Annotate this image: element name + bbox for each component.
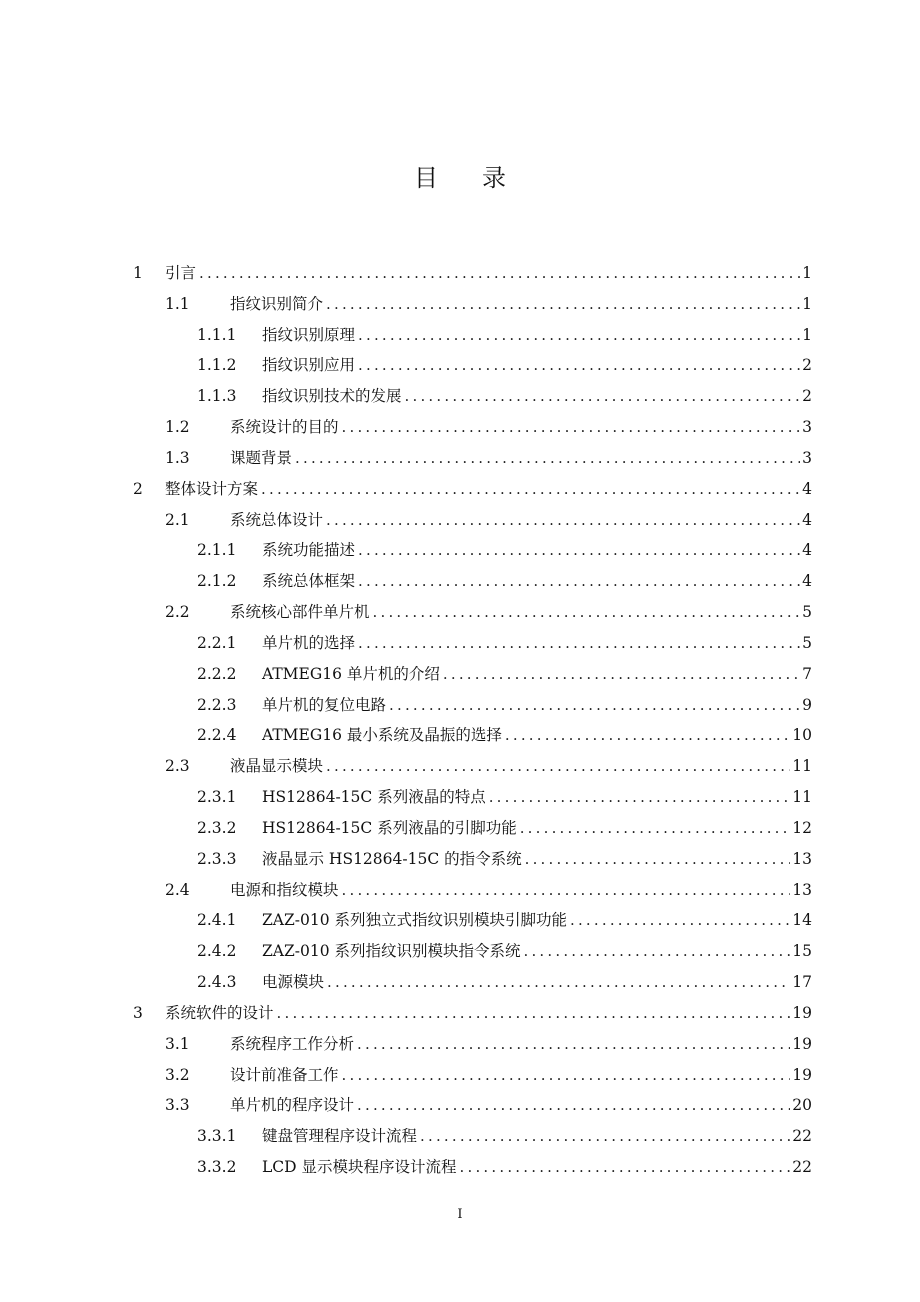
toc-entry-1-1-3[interactable] — [0, 381, 920, 412]
toc-entry-page: 5 — [802, 603, 812, 622]
toc-title: 目录 — [414, 164, 550, 192]
toc-entry-2-2-3[interactable] — [0, 690, 920, 721]
dot-leader — [326, 505, 800, 536]
toc-entry-label: 指纹识别简介 — [230, 294, 324, 313]
toc-entry-2-1[interactable] — [0, 505, 920, 536]
toc-entry-page: 1 — [802, 294, 812, 313]
toc-entry-label: LCD 显示模块程序设计流程 — [262, 1158, 457, 1177]
toc-entry-number: 2.3.2 — [197, 818, 237, 837]
dot-leader — [199, 258, 800, 289]
toc-entry-page: 4 — [802, 510, 812, 529]
toc-entry-number: 1.1.1 — [197, 325, 237, 344]
toc-entry-3-1[interactable] — [0, 1029, 920, 1060]
toc-entry-page: 10 — [792, 726, 812, 745]
dot-leader — [525, 844, 791, 875]
dot-leader — [358, 350, 800, 381]
toc-entry-label: 系统软件的设计 — [165, 1003, 274, 1022]
toc-entry-page: 13 — [792, 880, 812, 899]
toc-entry-2-4[interactable] — [0, 875, 920, 906]
toc-entry-label: 电源模块 — [262, 973, 325, 992]
toc-entry-label: 系统功能描述 — [262, 541, 356, 560]
toc-entry-page: 17 — [792, 973, 812, 992]
toc-entry-label: 指纹识别应用 — [262, 356, 356, 375]
toc-entry-page: 11 — [792, 757, 812, 776]
toc-entry-page: 5 — [802, 633, 812, 652]
toc-entry-page: 4 — [802, 541, 812, 560]
toc-entry-number: 3.2 — [165, 1065, 190, 1084]
toc-entry-2-4-3[interactable] — [0, 967, 920, 998]
dot-leader — [358, 535, 800, 566]
toc-entry-number: 1.1.2 — [197, 356, 237, 375]
toc-entry-2-2-2[interactable] — [0, 659, 920, 690]
dot-leader — [342, 875, 791, 906]
toc-entry-label: ZAZ-010 系列独立式指纹识别模块引脚功能 — [262, 911, 567, 930]
dot-leader — [523, 936, 790, 967]
toc-entry-page: 4 — [802, 479, 812, 498]
toc-entry-page: 7 — [802, 664, 812, 683]
toc-entry-label: HS12864-15C 系列液晶的引脚功能 — [262, 818, 517, 837]
toc-entry-number: 2.4.2 — [197, 942, 237, 961]
toc-entry-page: 3 — [802, 418, 812, 437]
dot-leader — [342, 1060, 791, 1091]
toc-entry-label: 系统设计的目的 — [230, 418, 339, 437]
dot-leader — [389, 690, 800, 721]
dot-leader — [358, 628, 800, 659]
toc-entry-label: 设计前准备工作 — [230, 1065, 339, 1084]
toc-entry-number: 3.3.1 — [197, 1127, 237, 1146]
toc-entry-3[interactable] — [0, 998, 920, 1029]
toc-entry-label: 系统总体框架 — [262, 572, 356, 591]
toc-entry-number: 2 — [133, 479, 143, 498]
dot-leader — [327, 967, 790, 998]
toc-entry-2-3-3[interactable] — [0, 844, 920, 875]
toc-entry-number: 2.2 — [165, 603, 190, 622]
dot-leader — [357, 1090, 790, 1121]
dot-leader — [326, 751, 790, 782]
toc-entry-label: 液晶显示 HS12864-15C 的指令系统 — [262, 849, 522, 868]
toc-entry-label: ATMEG16 单片机的介绍 — [262, 664, 440, 683]
toc-entry-label: 引言 — [165, 264, 197, 282]
toc-entry-number: 2.3.1 — [197, 788, 237, 807]
toc-entry-label: 指纹识别原理 — [262, 325, 356, 344]
toc-entry-number: 2.2.2 — [197, 664, 237, 683]
toc-entry-2-1-1[interactable] — [0, 535, 920, 566]
toc-entry-label: 系统总体设计 — [230, 510, 324, 529]
toc-entry-2-4-1[interactable] — [0, 905, 920, 936]
dot-leader — [342, 412, 801, 443]
toc-entry-page: 19 — [792, 1065, 812, 1084]
toc-entry-3-3-2[interactable] — [0, 1152, 920, 1183]
toc-entry-page: 12 — [792, 818, 812, 837]
dot-leader — [295, 443, 800, 474]
toc-entry-3-3[interactable] — [0, 1090, 920, 1121]
toc-entry-page: 1 — [802, 325, 812, 344]
toc-entry-2-3[interactable] — [0, 751, 920, 782]
toc-entry-label: 单片机的选择 — [262, 633, 356, 652]
toc-entry-label: 电源和指纹模块 — [230, 880, 339, 899]
toc-entry-label: ZAZ-010 系列指纹识别模块指令系统 — [262, 942, 521, 961]
toc-entry-number: 1 — [133, 264, 143, 282]
toc-entry-2-1-2[interactable] — [0, 566, 920, 597]
toc-entry-number: 2.3 — [165, 757, 190, 776]
toc-entry-page: 13 — [792, 849, 812, 868]
dot-leader — [489, 782, 791, 813]
dot-leader — [277, 998, 791, 1029]
dot-leader — [520, 813, 791, 844]
toc-entry-page: 2 — [802, 387, 812, 406]
toc-entry-1-2[interactable] — [0, 412, 920, 443]
dot-leader — [357, 1029, 790, 1060]
toc-entry-label: ATMEG16 最小系统及晶振的选择 — [262, 726, 502, 745]
toc-entry-page: 4 — [802, 572, 812, 591]
dot-leader — [326, 289, 800, 320]
toc-entry-2-3-1[interactable] — [0, 782, 920, 813]
toc-entry-page: 2 — [802, 356, 812, 375]
toc-entry-number: 2.4.3 — [197, 973, 237, 992]
toc-entry-3-3-1[interactable] — [0, 1121, 920, 1152]
dot-leader — [358, 566, 800, 597]
dot-leader — [261, 474, 800, 505]
toc-entry-number: 2.2.4 — [197, 726, 237, 745]
dot-leader — [358, 320, 800, 351]
toc-entry-page: 22 — [792, 1158, 812, 1177]
toc-entry-label: 系统程序工作分析 — [230, 1034, 355, 1053]
toc-entry-label: 单片机的程序设计 — [230, 1096, 355, 1115]
toc-entry-2-2-4[interactable] — [0, 720, 920, 751]
toc-entry-label: 单片机的复位电路 — [262, 695, 387, 714]
toc-entry-number: 1.3 — [165, 448, 190, 467]
toc-entry-number: 2.4.1 — [197, 911, 237, 930]
toc-entry-page: 3 — [802, 448, 812, 467]
toc-entry-page: 15 — [792, 942, 812, 961]
dot-leader — [373, 597, 801, 628]
toc-entry-1-1[interactable] — [0, 289, 920, 320]
table-of-contents — [0, 258, 920, 1183]
toc-entry-number: 2.1.2 — [197, 572, 237, 591]
toc-entry-number: 2.4 — [165, 880, 190, 899]
page-number-footer: I — [457, 1207, 463, 1222]
dot-leader — [505, 720, 790, 751]
toc-entry-number: 1.1.3 — [197, 387, 237, 406]
toc-entry-page: 9 — [802, 695, 812, 714]
toc-entry-page: 14 — [792, 911, 812, 930]
toc-entry-number: 3 — [133, 1003, 143, 1022]
toc-entry-number: 3.1 — [165, 1034, 190, 1053]
toc-entry-label: 整体设计方案 — [165, 479, 259, 498]
toc-entry-label: 指纹识别技术的发展 — [262, 387, 402, 406]
toc-entry-2-3-2[interactable] — [0, 813, 920, 844]
dot-leader — [420, 1121, 790, 1152]
toc-entry-number: 2.3.3 — [197, 849, 237, 868]
toc-entry-number: 2.1.1 — [197, 541, 237, 560]
toc-entry-page: 1 — [802, 264, 812, 282]
toc-entry-number: 2.2.1 — [197, 633, 237, 652]
toc-entry-page: 19 — [792, 1034, 812, 1053]
toc-entry-number: 2.2.3 — [197, 695, 237, 714]
dot-leader — [443, 659, 800, 690]
toc-entry-1-3[interactable] — [0, 443, 920, 474]
dot-leader — [570, 905, 790, 936]
toc-entry-number: 3.3.2 — [197, 1158, 237, 1177]
toc-entry-page: 22 — [792, 1127, 812, 1146]
dot-leader — [460, 1152, 791, 1183]
toc-entry-1-1-1[interactable] — [0, 320, 920, 351]
toc-entry-2[interactable] — [0, 474, 920, 505]
toc-entry-label: 系统核心部件单片机 — [230, 603, 370, 622]
toc-entry-label: 液晶显示模块 — [230, 757, 324, 776]
toc-entry-page: 19 — [792, 1003, 812, 1022]
toc-entry-label: 课题背景 — [230, 448, 293, 467]
toc-entry-label: HS12864-15C 系列液晶的特点 — [262, 788, 486, 807]
toc-entry-2-4-2[interactable] — [0, 936, 920, 967]
toc-entry-page: 20 — [792, 1096, 812, 1115]
toc-entry-1[interactable] — [0, 258, 920, 289]
toc-entry-1-1-2[interactable] — [0, 350, 920, 381]
dot-leader — [405, 381, 801, 412]
toc-entry-number: 3.3 — [165, 1096, 190, 1115]
toc-entry-number: 1.1 — [165, 294, 190, 313]
toc-entry-number: 2.1 — [165, 510, 190, 529]
toc-entry-number: 1.2 — [165, 418, 190, 437]
toc-entry-2-2[interactable] — [0, 597, 920, 628]
toc-entry-3-2[interactable] — [0, 1060, 920, 1091]
toc-entry-2-2-1[interactable] — [0, 628, 920, 659]
toc-entry-page: 11 — [792, 788, 812, 807]
toc-entry-label: 键盘管理程序设计流程 — [262, 1127, 418, 1146]
